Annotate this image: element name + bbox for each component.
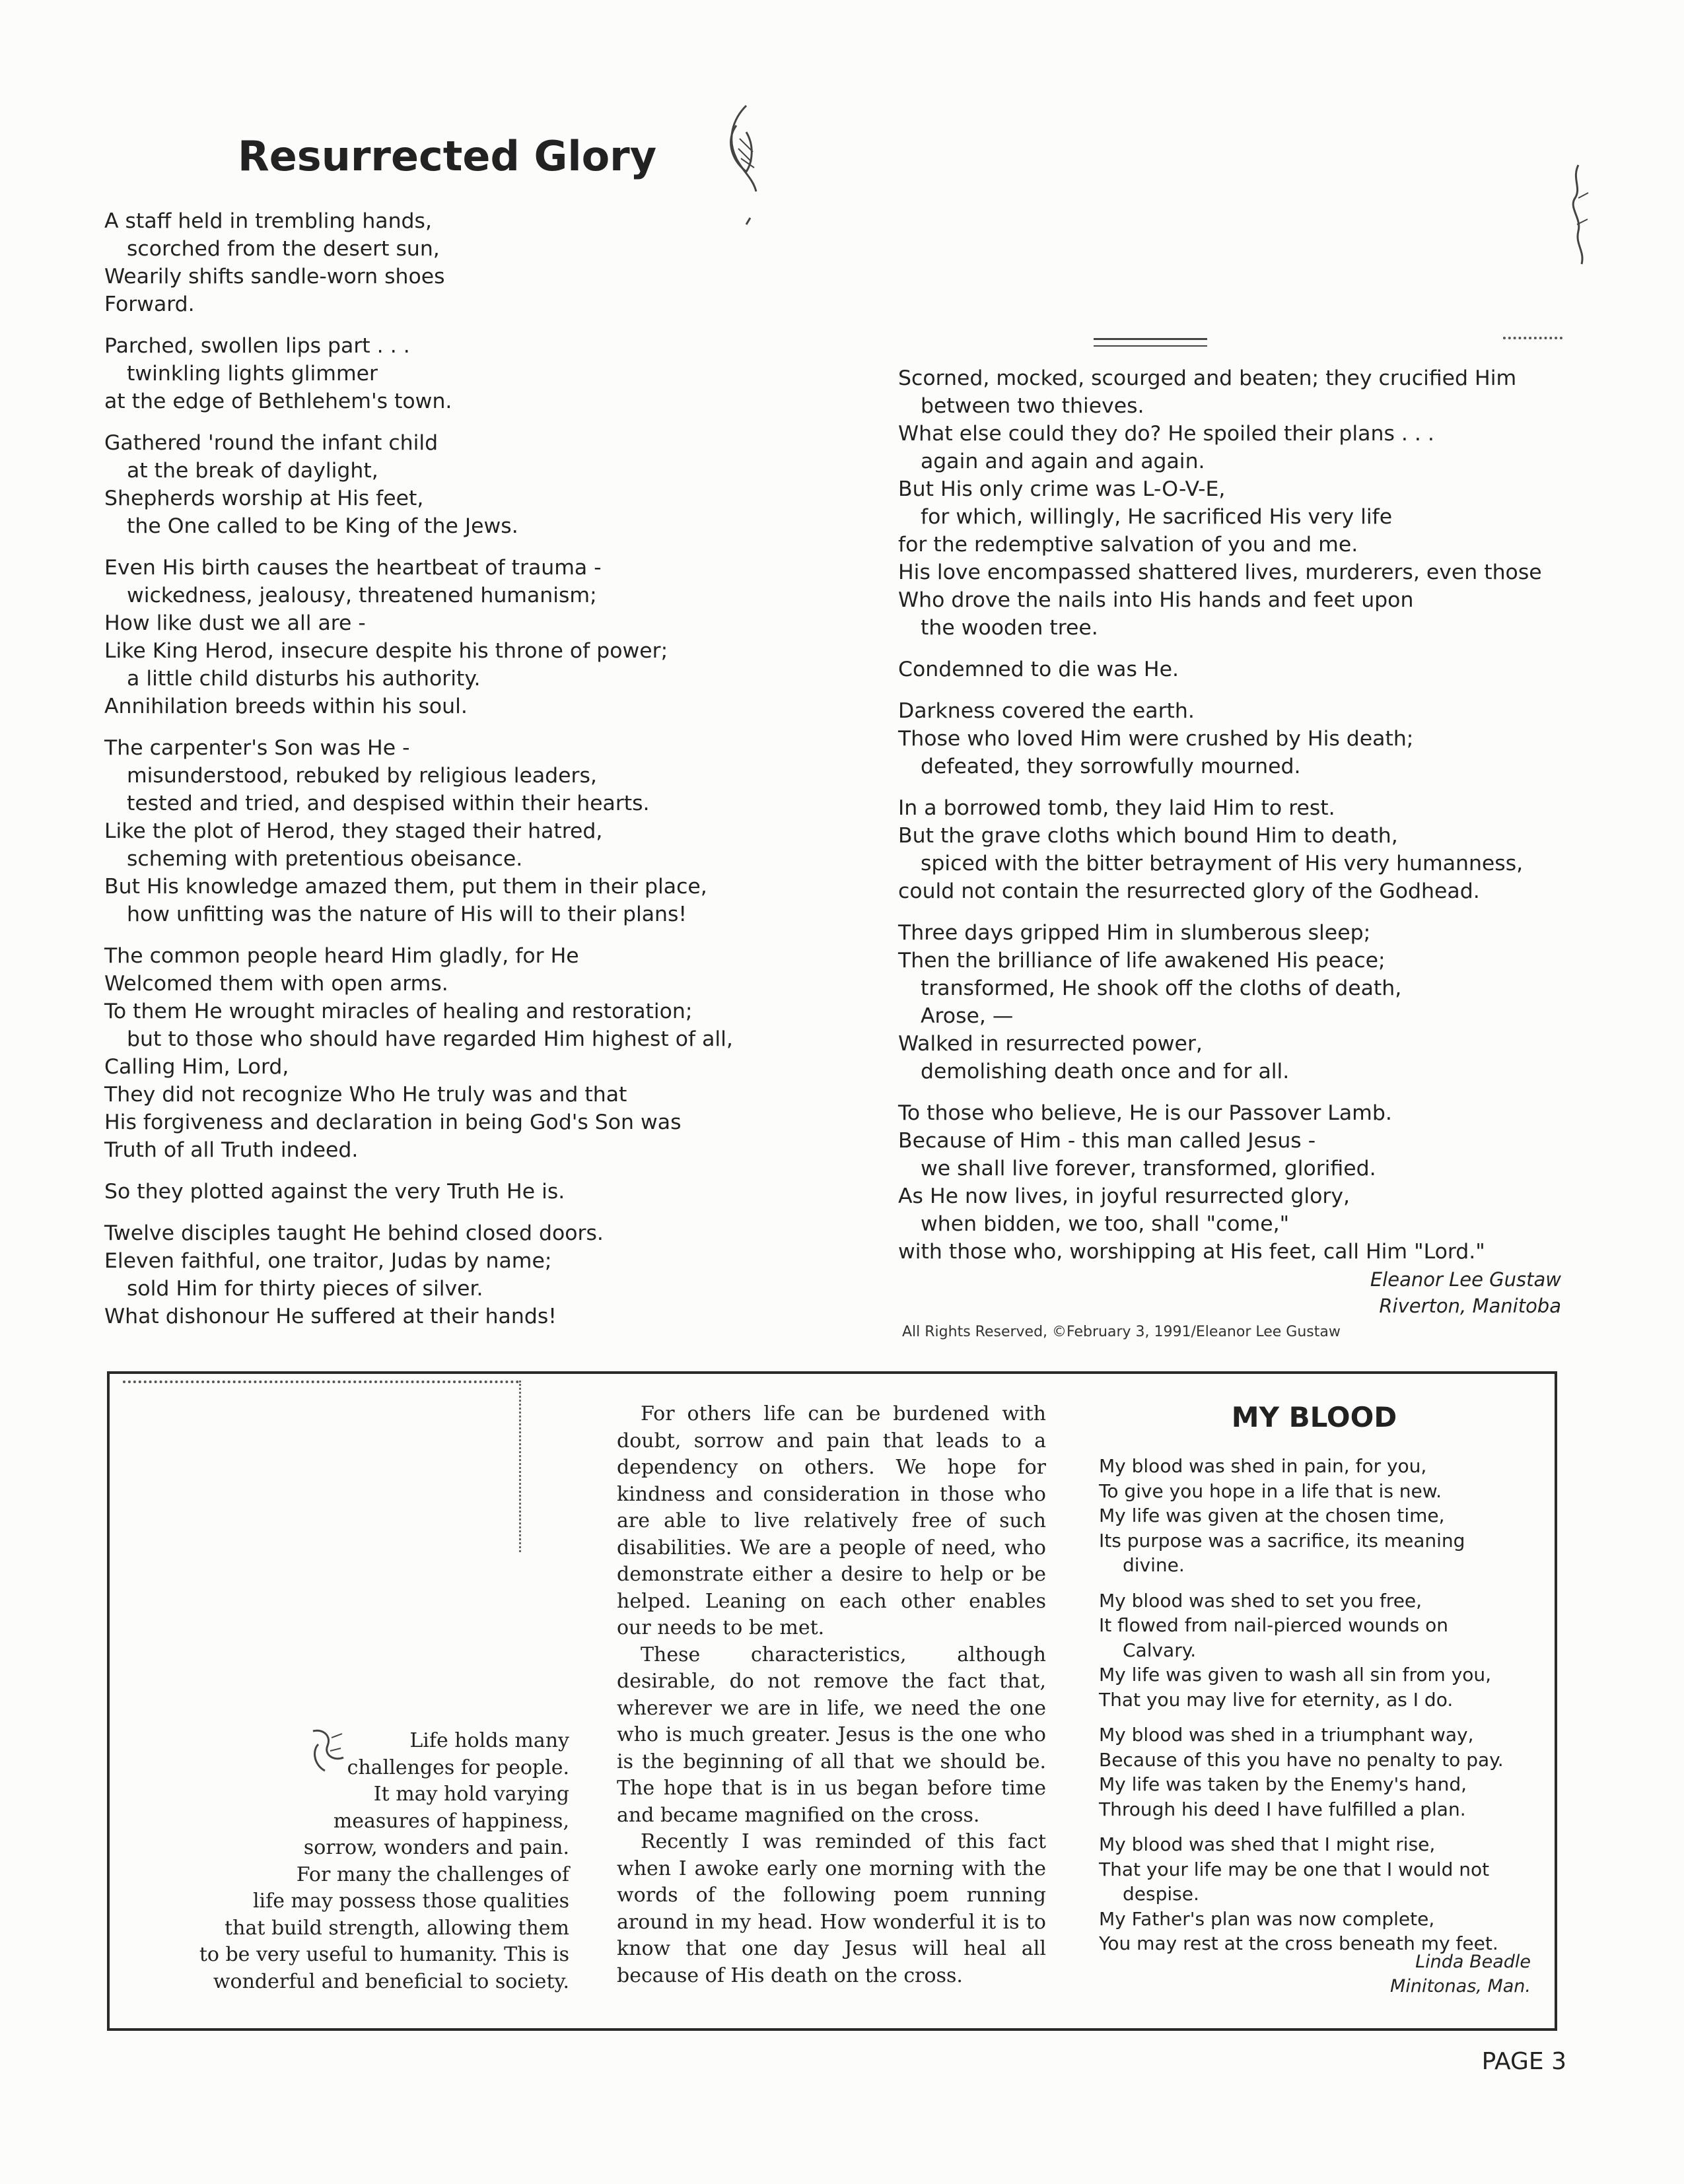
poem-line: when bidden, we too, shall "come," <box>921 1212 1290 1236</box>
poem-line: Gathered 'round the infant child <box>104 431 439 455</box>
intro-line: to be very useful to humanity. This is <box>199 1943 569 1966</box>
poem-line: My blood was shed in pain, for you, <box>1099 1455 1427 1477</box>
poem-line: My blood was shed that I might rise, <box>1099 1833 1436 1855</box>
poem-line: Calvary. <box>1123 1639 1197 1661</box>
ornament-dots <box>1503 337 1562 339</box>
poem-line: My life was given at the chosen time, <box>1099 1505 1445 1526</box>
poem-line: But His only crime was L-O-V-E, <box>898 477 1226 501</box>
poem-line: defeated, they sorrowfully mourned. <box>921 755 1301 778</box>
article-paragraph: For others life can be burdened with doubt, sorrow and pain that leads to a dependency on others. We hope for kindness and consideration in those who are able to live relatively free of such disabilities. We are a people of need, who demonstrate either a desire to help or be helped. Leaning on each other enables our needs to be met. <box>617 1402 1046 1639</box>
poem-line: As He now lives, in joyful resurrected glory, <box>898 1184 1350 1208</box>
intro-line: life may possess those qualities <box>252 1890 569 1913</box>
poem-line: To those who believe, He is our Passover Lamb. <box>898 1101 1392 1125</box>
poem-line: Condemned to die was He. <box>898 658 1179 681</box>
poem-line: tested and tried, and despised within their hearts. <box>127 792 650 815</box>
poem-line: with those who, worshipping at His feet, call Him "Lord." <box>898 1240 1485 1264</box>
poem-line: Parched, swollen lips part . . . <box>104 334 410 358</box>
poem-line: Eleven faithful, one traitor, Judas by name; <box>104 1249 552 1273</box>
poem-line: Those who loved Him were crushed by His death; <box>898 727 1414 751</box>
stanza <box>898 1099 1572 1266</box>
poem-line: What dishonour He suffered at their hands! <box>104 1305 557 1328</box>
poem-author: Eleanor Lee Gustaw <box>1370 1268 1561 1291</box>
poem-line: how unfitting was the nature of His will to their plans! <box>127 903 687 926</box>
intro-line: It may hold varying <box>373 1783 569 1806</box>
intro-line: sorrow, wonders and pain. <box>303 1836 569 1859</box>
stanza <box>104 332 791 415</box>
stanza <box>1099 1723 1535 1822</box>
stanza <box>104 1178 791 1206</box>
poem-line: Truth of all Truth indeed. <box>104 1138 359 1162</box>
box-side-ornament <box>519 1381 521 1552</box>
page-number: PAGE 3 <box>1481 2048 1566 2075</box>
stanza <box>104 1219 791 1330</box>
poem-line: Because of Him - this man called Jesus - <box>898 1129 1316 1153</box>
poem-line: Who drove the nails into His hands and feet upon <box>898 588 1414 612</box>
poem-line: That you may live for eternity, as I do. <box>1099 1688 1454 1711</box>
stanza <box>898 656 1572 683</box>
poem-line: Even His birth causes the heartbeat of trauma - <box>104 556 602 580</box>
poem-line: What else could they do? He spoiled their plans . . . <box>898 422 1434 446</box>
poem-line: despise. <box>1123 1883 1199 1905</box>
poem-author-location: Riverton, Manitoba <box>1379 1295 1561 1317</box>
poem-line: His love encompassed shattered lives, murderers, even those <box>898 561 1542 584</box>
poem-line: But the grave cloths which bound Him to death, <box>898 824 1398 848</box>
poem-line: Annihilation breeds within his soul. <box>104 695 468 718</box>
poem-line: My Father's plan was now complete, <box>1099 1907 1435 1930</box>
flower-sketch-illustration <box>1559 158 1598 271</box>
my-blood-author: Linda Beadle <box>1415 1952 1531 1972</box>
poem-line: My blood was shed in a triumphant way, <box>1099 1724 1474 1746</box>
stanza <box>1099 1588 1535 1713</box>
my-blood-author-location: Minitonas, Man. <box>1390 1976 1531 1996</box>
my-blood-poem <box>1099 1454 1535 1967</box>
article-paragraph: Recently I was reminded of this fact when I awoke early one morning with the words of the following poem running around in my head. How wonderful it is to know that one day Jesus will heal all because of His death on the cross. <box>617 1830 1046 1987</box>
poem-line: His forgiveness and declaration in being God's Son was <box>104 1110 682 1134</box>
poem-line: Wearily shifts sandle-worn shoes <box>104 265 445 289</box>
stanza <box>1099 1454 1535 1578</box>
poem-title: Resurrected Glory <box>238 132 657 180</box>
poem-line: Because of this you have no penalty to pay. <box>1099 1748 1504 1771</box>
poem-line: Forward. <box>104 292 195 316</box>
poem-line: we shall live forever, transformed, glorified. <box>921 1157 1376 1180</box>
stanza <box>104 942 791 1164</box>
stanza <box>104 429 791 540</box>
poem-line: but to those who should have regarded Him highest of all, <box>127 1027 733 1051</box>
my-blood-title: MY BLOOD <box>1231 1401 1397 1433</box>
poem-line: Shepherds worship at His feet, <box>104 487 424 510</box>
poem-line: wickedness, jealousy, threatened humanism; <box>127 584 597 607</box>
poem-line: at the break of daylight, <box>127 459 378 483</box>
intro-line: challenges for people. <box>347 1756 569 1779</box>
poem-line: Walked in resurrected power, <box>898 1032 1203 1056</box>
poem-right-column <box>898 364 1572 1280</box>
poem-line: To them He wrought miracles of healing and restoration; <box>104 1000 693 1023</box>
box-top-ornament <box>123 1381 519 1383</box>
article-intro <box>172 1728 569 1995</box>
poem-line: scheming with pretentious obeisance. <box>127 847 523 871</box>
poem-line: again and again and again. <box>921 450 1205 473</box>
stanza <box>898 919 1572 1085</box>
article-body <box>617 1401 1046 1989</box>
poem-line: for which, willingly, He sacrificed His very life <box>921 505 1393 529</box>
poem-line: between two thieves. <box>921 394 1144 418</box>
intro-line: wonderful and beneficial to society. <box>213 1969 569 1993</box>
poem-line: So they plotted against the very Truth He is. <box>104 1180 565 1204</box>
intro-line: that build strength, allowing them <box>225 1916 569 1940</box>
poem-line: twinkling lights glimmer <box>127 362 378 386</box>
poem-line: In a borrowed tomb, they laid Him to rest. <box>898 796 1335 820</box>
intro-line: Life holds many <box>409 1729 569 1752</box>
intro-line: measures of happiness, <box>333 1809 569 1833</box>
stanza <box>898 794 1572 905</box>
poem-line: Its purpose was a sacrifice, its meaning <box>1099 1529 1465 1552</box>
poem-line: Then the brilliance of life awakened His peace; <box>898 949 1386 973</box>
poem-line: But His knowledge amazed them, put them in their place, <box>104 875 707 899</box>
poem-line: Twelve disciples taught He behind closed doors. <box>104 1221 604 1245</box>
poem-line: Calling Him, Lord, <box>104 1055 289 1079</box>
poem-line: for the redemptive salvation of you and me. <box>898 533 1358 557</box>
poem-line: scorched from the desert sun, <box>127 237 440 261</box>
poem-line: Arose, — <box>921 1004 1014 1028</box>
stanza <box>898 364 1572 642</box>
poem-line: transformed, He shook off the cloths of death, <box>921 976 1402 1000</box>
poem-line: Through his deed I have fulfilled a plan. <box>1099 1798 1466 1820</box>
poem-line: They did not recognize Who He truly was and that <box>104 1083 627 1107</box>
stanza <box>104 554 791 720</box>
intro-line: For many the challenges of <box>296 1862 569 1886</box>
copyright-notice: All Rights Reserved, ©February 3, 1991/Eleanor Lee Gustaw <box>902 1324 1341 1340</box>
poem-line: It flowed from nail-pierced wounds on <box>1099 1614 1448 1636</box>
stanza <box>104 734 791 928</box>
poem-left-column <box>104 207 791 1344</box>
stanza <box>898 697 1572 780</box>
poem-line: a little child disturbs his authority. <box>127 667 481 691</box>
poem-line: divine. <box>1123 1554 1185 1576</box>
stanza <box>104 207 791 318</box>
poem-line: the One called to be King of the Jews. <box>127 514 518 538</box>
poem-line: How like dust we all are - <box>104 611 366 635</box>
poem-line: You may rest at the cross beneath my feet. <box>1099 1932 1498 1954</box>
ornament-rule <box>1094 338 1207 347</box>
poem-line: could not contain the resurrected glory of the Godhead. <box>898 879 1480 903</box>
article-paragraph: These characteristics, although desirable, do not remove the fact that, wherever we are in life, we need the one who is much greater. Jesus is the one who is the beginning of all that we should be. The hope that is in us began before time and became magnified on the cross. <box>617 1643 1046 1827</box>
poem-line: Darkness covered the earth. <box>898 699 1195 723</box>
poem-line: misunderstood, rebuked by religious leaders, <box>127 764 597 788</box>
poem-line: demolishing death once and for all. <box>921 1060 1290 1083</box>
poem-line: the wooden tree. <box>921 616 1098 640</box>
poem-line: The carpenter's Son was He - <box>104 736 410 760</box>
poem-line: A staff held in trembling hands, <box>104 209 432 233</box>
poem-line: sold Him for thirty pieces of silver. <box>127 1277 483 1301</box>
poem-line: Welcomed them with open arms. <box>104 972 448 996</box>
stanza <box>1099 1832 1535 1956</box>
poem-line: spiced with the bitter betrayment of His very humanness, <box>921 852 1524 875</box>
poem-line: at the edge of Bethlehem's town. <box>104 390 452 413</box>
poem-line: My blood was shed to set you free, <box>1099 1589 1422 1612</box>
poem-line: Like the plot of Herod, they staged their hatred, <box>104 819 603 843</box>
poem-line: That your life may be one that I would not <box>1099 1858 1490 1880</box>
poem-line: Like King Herod, insecure despite his throne of power; <box>104 639 668 663</box>
poem-line: Scorned, mocked, scourged and beaten; they crucified Him <box>898 366 1517 390</box>
poem-line: The common people heard Him gladly, for He <box>104 944 579 968</box>
poem-line: My life was given to wash all sin from you, <box>1099 1664 1492 1686</box>
poem-line: My life was taken by the Enemy's hand, <box>1099 1773 1467 1795</box>
poem-line: Three days gripped Him in slumberous sleep; <box>898 921 1371 945</box>
poem-line: To give you hope in a life that is new. <box>1099 1480 1442 1502</box>
